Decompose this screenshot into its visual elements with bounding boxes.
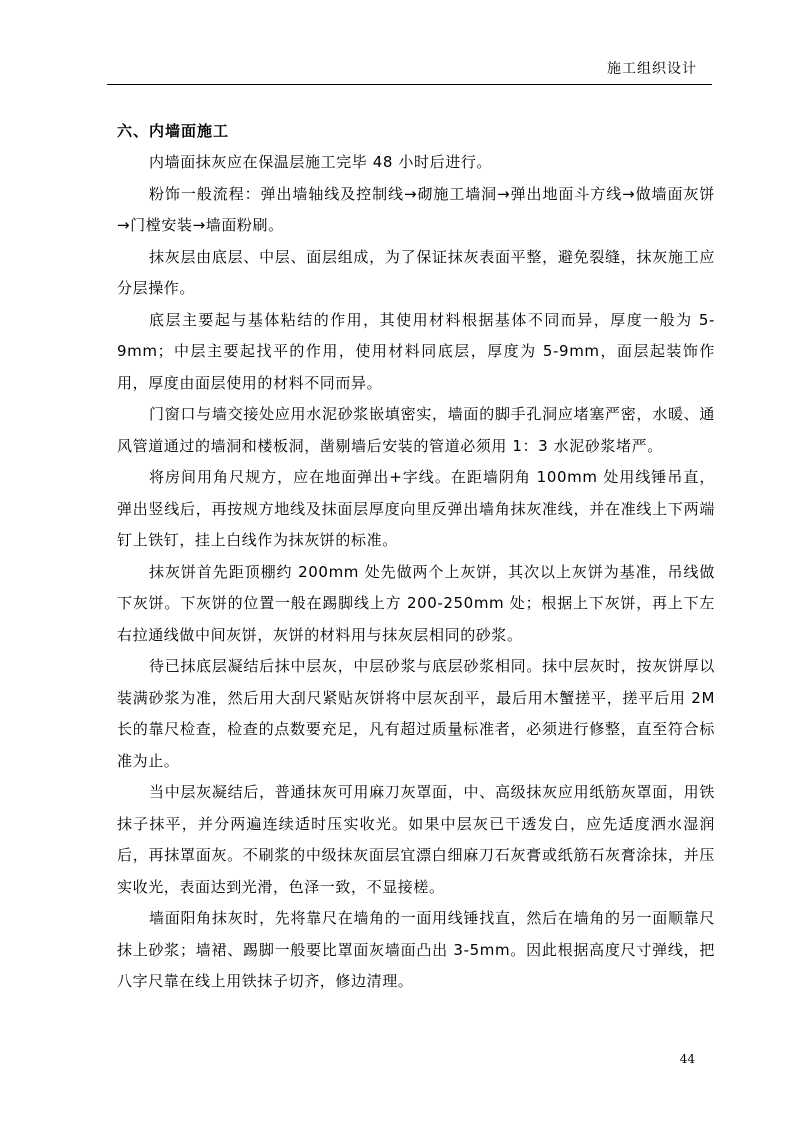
- paragraph: 底层主要起与基体粘结的作用，其使用材料根据基体不同而异，厚度一般为 5-9mm；中层主要起找平的作用，使用材料同底层，厚度为 5-9mm，面层起装饰作用，厚度由面层使用的材料不同而异。: [117, 310, 715, 392]
- paragraph: 抹灰层由底层、中层、面层组成，为了保证抹灰表面平整，避免裂缝，抹灰施工应分层操作。: [117, 247, 715, 297]
- paragraph: 门窗口与墙交接处应用水泥砂浆嵌填密实，墙面的脚手孔洞应堵塞严密，水暖、通风管道通过的墙洞和楼板洞，凿剔墙后安装的管道必须用 1：3 水泥砂浆堵严。: [117, 405, 715, 455]
- paragraph: 粉饰一般流程：弹出墙轴线及控制线→砌施工墙洞→弹出地面斗方线→做墙面灰饼→门樘安装→墙面粉刷。: [117, 184, 715, 234]
- section-title: 六、内墙面施工: [117, 122, 230, 140]
- paragraph: 将房间用角尺规方，应在地面弹出+字线。在距墙阴角 100mm 处用线锤吊直，弹出竖线后，再按规方地线及抹面层厚度向里反弹出墙角抹灰准线，并在准线上下两端钉上铁钉，挂上白线作为抹灰饼的标准。: [117, 468, 715, 549]
- paragraph: 当中层灰凝结后，普通抹灰可用麻刀灰罩面，中、高级抹灰应用纸筋灰罩面，用铁抹子抹平，并分两遍连续适时压实收光。如果中层灰已干透发白，应先适度洒水湿润后，再抹罩面灰。不刷浆的中级抹灰面层宜漂白细麻刀石灰膏或纸筋石灰膏涂抹，并压实收光，表面达到光滑，色泽一致，不显接槎。: [117, 783, 715, 896]
- paragraph: 墙面阳角抹灰时，先将靠尺在墙角的一面用线锤找直，然后在墙角的另一面顺靠尺抹上砂浆；墙裙、踢脚一般要比罩面灰墙面凸出 3-5mm。因此根据高度尺寸弹线，把八字尺靠在线上用铁抹子切齐，修边清理。: [117, 909, 715, 990]
- body-content: [117, 147, 715, 998]
- paragraph: 抹灰饼首先距顶棚约 200mm 处先做两个上灰饼，其次以上灰饼为基准，吊线做下灰饼。下灰饼的位置一般在踢脚线上方 200-250mm 处；根据上下灰饼，再上下左右拉通线做中间灰饼，灰饼的材料用与抹灰层相同的砂浆。: [117, 562, 715, 644]
- paragraph: 内墙面抹灰应在保温层施工完毕 48 小时后进行。: [149, 153, 493, 171]
- header-rule: [107, 84, 712, 85]
- page-number: 44: [679, 1052, 695, 1066]
- header-title: 施工组织设计: [607, 61, 697, 77]
- paragraph: 待已抹底层凝结后抹中层灰，中层砂浆与底层砂浆相同。抹中层灰时，按灰饼厚以装满砂浆为准，然后用大刮尺紧贴灰饼将中层灰刮平，最后用木蟹搓平，搓平后用 2M 长的靠尺检查，检查的点数要充足，凡有超过质量标准者，必须进行修整，直至符合标准为止。: [117, 657, 715, 770]
